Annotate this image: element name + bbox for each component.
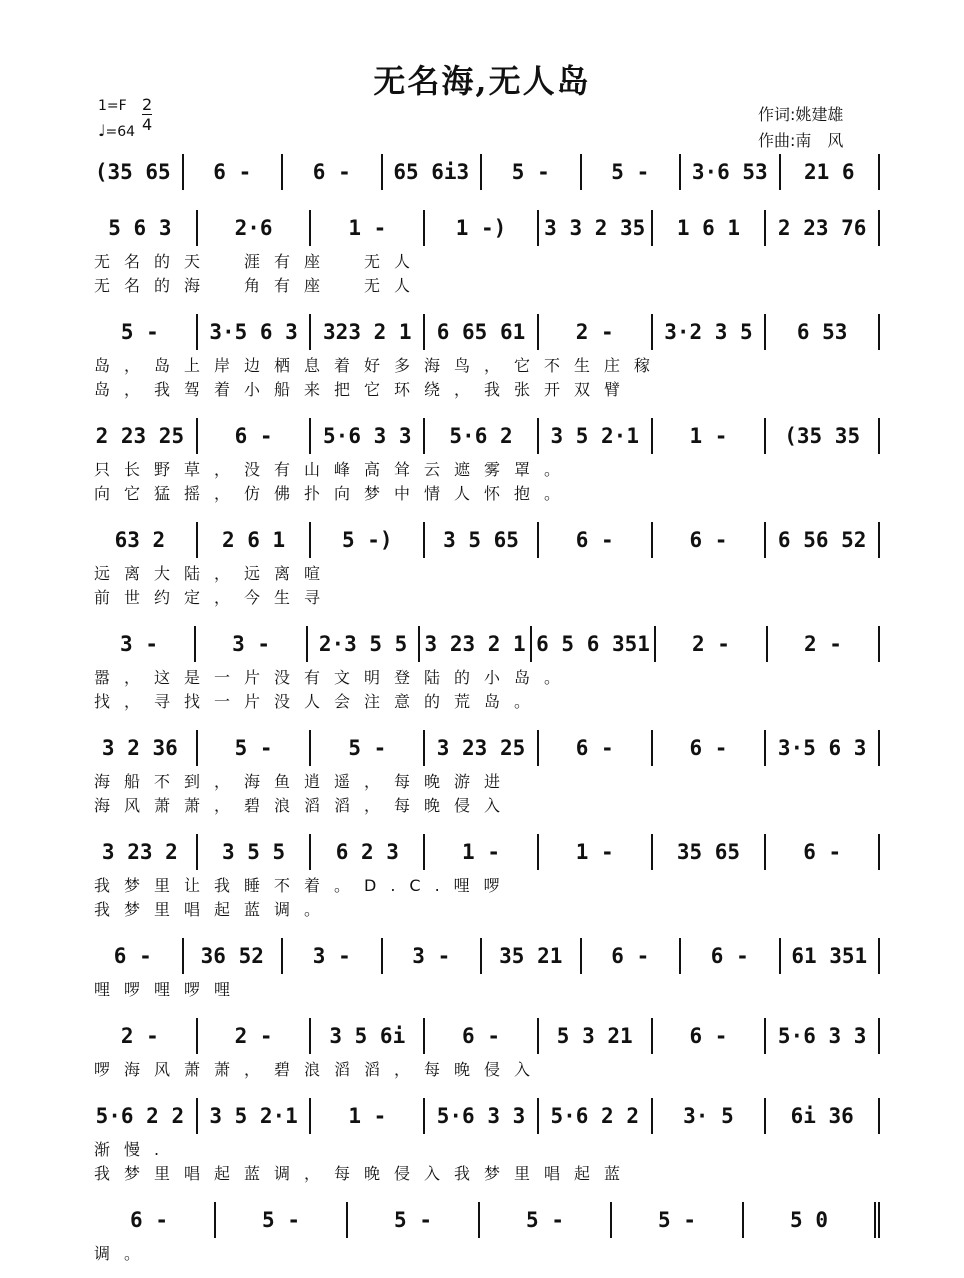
notes-row [84,150,880,194]
lyric-line: 我梦里唱起蓝调。 [94,900,335,919]
notes-row [84,518,880,562]
measure: 5 - [84,314,198,350]
measure: 5·6 3 3 [766,1018,880,1054]
credits [758,102,843,153]
measure: 323 2 1 [311,314,425,350]
measure: 5·6 3 3 [311,418,425,454]
measure: 6 - [184,154,284,190]
lyric-line: 只长野草，没有山峰高耸云遮雾罩。 [94,460,575,479]
lyric-line: 海船不到，海鱼逍遥，每晚游进 [94,772,515,791]
measure: 2 6 1 [198,522,312,558]
measure: 6 - [653,1018,767,1054]
notes-row [84,1198,880,1242]
measure: (35 65 [84,154,184,190]
measure: 3 - [383,938,483,974]
score-system [84,206,880,298]
measure: 2 - [768,626,880,662]
lyric-line: 无名的天 涯有座 无人 [94,252,425,271]
notes-row [84,414,880,458]
lyric-line: 哩啰哩啰哩 [94,980,245,999]
measure: 3 5 6i [311,1018,425,1054]
lyricist: 作词:姚建雄 [758,105,844,124]
score-system [84,518,880,610]
score-system [84,726,880,818]
measure: 2 - [84,1018,198,1054]
lyric-line: 前世约定，今生寻 [94,588,335,607]
measure: (35 35 [766,418,880,454]
measure: 6i 36 [766,1098,880,1134]
measure: 5 - [311,730,425,766]
measure: 3 3 2 35 [539,210,653,246]
lyric-line: 调。 [94,1244,155,1263]
measure: 6 5 6 351 [532,626,656,662]
measure: 6 53 [766,314,880,350]
notes-row [84,934,880,978]
quarter-note-icon: ♩ [98,120,106,140]
score-system [84,1094,880,1186]
measure: 6 - [681,938,781,974]
measure: 6 - [539,522,653,558]
time-signature [142,96,152,133]
measure: 3 5 5 [198,834,312,870]
score-system [84,414,880,506]
measure: 3 - [84,626,196,662]
measure: 2·3 5 5 [308,626,420,662]
measure: 5 - [480,1202,612,1238]
measure: 6 - [539,730,653,766]
measure: 3· 5 [653,1098,767,1134]
measure: 36 52 [184,938,284,974]
measure: 1 -) [425,210,539,246]
lyric-line: 找，寻找一片没人会注意的荒岛。 [94,692,545,711]
measure: 5 - [348,1202,480,1238]
measure: 3 5 2·1 [539,418,653,454]
measure: 35 21 [482,938,582,974]
notes-row [84,310,880,354]
lyric-line: 我梦里让我睡不着。D.C.哩啰 [94,876,514,895]
tempo-value: =64 [105,123,136,140]
measure: 35 65 [653,834,767,870]
measure: 5 -) [311,522,425,558]
measure: 6 - [84,1202,216,1238]
measure: 3 23 25 [425,730,539,766]
measure: 3 23 2 1 [420,626,532,662]
measure: 5·6 3 3 [425,1098,539,1134]
measure: 3 5 2·1 [198,1098,312,1134]
measure: 5 - [198,730,312,766]
measure: 1 - [311,210,425,246]
measure: 6 - [653,730,767,766]
measure: 1 - [539,834,653,870]
notes-row [84,830,880,874]
score-system [84,934,880,1002]
measure: 5 - [482,154,582,190]
measure: 2 - [656,626,768,662]
score-system [84,1198,880,1266]
measure: 65 6i3 [383,154,483,190]
score [84,150,880,1278]
measure: 1 - [653,418,767,454]
lyric-line: 我梦里唱起蓝调，每晚侵入我梦里唱起蓝 [94,1164,635,1183]
measure: 5 - [612,1202,744,1238]
measure: 5·6 2 2 [539,1098,653,1134]
measure: 5 3 21 [539,1018,653,1054]
lyric-line: 岛，我驾着小船来把它环绕，我张开双臂 [94,380,635,399]
measure: 5 6 3 [84,210,198,246]
measure: 2 - [198,1018,312,1054]
composer: 作曲:南 风 [758,130,844,150]
lyric-line: 远离大陆，远离喧 [94,564,335,583]
measure: 2 23 25 [84,418,198,454]
measure: 6 - [425,1018,539,1054]
measure: 3 2 36 [84,730,198,766]
score-system [84,622,880,714]
measure: 3 23 2 [84,834,198,870]
measure: 3·6 53 [681,154,781,190]
key-and-tempo [98,98,135,141]
measure: 5·6 2 [425,418,539,454]
measure: 3 - [283,938,383,974]
lyric-line: 无名的海 角有座 无人 [94,276,425,295]
tempo-marking [98,121,135,141]
score-system [84,150,880,194]
lyric-line: 渐慢. [94,1140,174,1159]
lyric-line: 嚣，这是一片没有文明登陆的小岛。 [94,668,575,687]
score-system [84,1014,880,1082]
time-signature-bottom: 4 [142,114,153,134]
measure: 6 - [283,154,383,190]
measure: 1 - [311,1098,425,1134]
measure: 6 65 61 [425,314,539,350]
measure: 2 23 76 [766,210,880,246]
measure: 1 6 1 [653,210,767,246]
measure: 6 - [84,938,184,974]
measure: 3·2 3 5 [653,314,767,350]
measure: 5 - [216,1202,348,1238]
measure: 6 - [582,938,682,974]
score-system [84,830,880,922]
measure: 6 - [766,834,880,870]
notes-row [84,1094,880,1138]
lyric-line: 岛，岛上岸边栖息着好多海鸟，它不生庄稼 [94,356,665,375]
measure: 2·6 [198,210,312,246]
time-signature-top: 2 [142,95,153,114]
measure: 5 0 [744,1202,880,1238]
measure: 21 6 [781,154,881,190]
measure: 5·6 2 2 [84,1098,198,1134]
measure: 3 - [196,626,308,662]
measure: 6 2 3 [311,834,425,870]
notes-row [84,622,880,666]
song-title: 无名海,无人岛 [373,62,591,100]
measure: 1 - [425,834,539,870]
measure: 2 - [539,314,653,350]
measure: 3 5 65 [425,522,539,558]
measure: 61 351 [781,938,881,974]
key-signature: 1=F [98,98,127,114]
measure: 6 - [653,522,767,558]
notes-row [84,206,880,250]
measure: 63 2 [84,522,198,558]
lyric-line: 啰海风萧萧，碧浪滔滔，每晚侵入 [94,1060,545,1079]
score-system [84,310,880,402]
notes-row [84,1014,880,1058]
notes-row [84,726,880,770]
measure: 6 56 52 [766,522,880,558]
lyric-line: 海风萧萧，碧浪滔滔，每晚侵入 [94,796,515,815]
measure: 3·5 6 3 [766,730,880,766]
lyric-line: 向它猛摇，仿佛扑向梦中情人怀抱。 [94,484,575,503]
measure: 5 - [582,154,682,190]
measure: 6 - [198,418,312,454]
measure: 3·5 6 3 [198,314,312,350]
